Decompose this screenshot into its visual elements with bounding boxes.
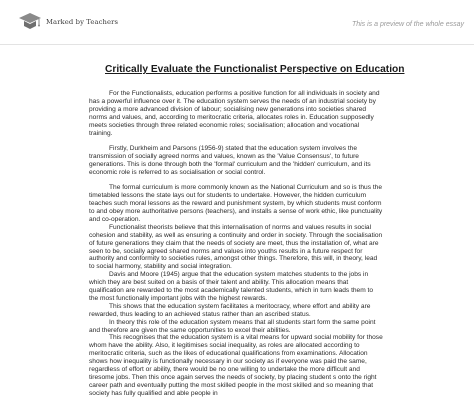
essay-paragraph: For the Functionalists, education performs a positive function for all individuals in society and has a powerful influence over it. The education system serves the needs of an industrial society by providing a more advanced division of labour; socialising new generations into societies shared norms and values, and, according to meritocratic criteria, allocates roles in. Education supposedly meets societies through three related economic roles; socialisation; allocation and vocational training. xyxy=(89,90,380,137)
brand-logo[interactable] xyxy=(18,10,118,32)
essay-body xyxy=(89,90,383,398)
essay-paragraph: Firstly, Durkheim and Parsons (1956-9) stated that the education system involves the transmission of socially agreed norms and values, known as the 'Value Consensus', to future generations. This is done through both the 'formal' curriculum and the 'hidden' curriculum, and its economic role is referred to as socialisation or social control. xyxy=(89,145,371,176)
essay-title: Critically Evaluate the Functionalist Perspective on Education xyxy=(105,64,405,75)
essay-paragraph: This recognises that the education system is a vital means for upward social mobility for those whom have the ability. Also, it legitimises social inequality, as roles are allocated according to meritocratic criteria, such as the likes of educational qualifications from examinations. Allocation shows how inequality is functionally necessary in our society as if everyone was paid the same, regardless of effort or ability, there would be no one willing to undertake the more difficult and tiresome jobs. Then this once again serves the needs of society, by placing student s onto the right career path and eventually putting the most skilled people in the most skilled and so meaning that society has fully qualified and able people in xyxy=(89,334,383,397)
download-note: This is a preview of the whole essay xyxy=(351,21,464,28)
essay-paragraph: Functionalist theorists believe that this internalisation of norms and values results in social cohesion and stability, as well as ensuring a continuity and order in society. Through the socialisation of future generations they claim that the needs of society are meet, thus the installation of, what are seen to be, socially agreed shared norms and values into youths results in a future respect for authority and conformity to societies rules, amongst other things. Therefore, this will, in theory, lead to social harmony, stability and social integration. xyxy=(89,223,383,271)
essay-paragraph: Davis and Moore (1945) argue that the education system matches students to the jobs in which they are best suited on a basis of their talent and ability. This allocation means that qualification are rewarded to the most academically talented students, which in turn leads them to the most functionally important jobs with the highest rewards. xyxy=(89,271,374,302)
brand-name: Marked by Teachers xyxy=(46,18,119,26)
essay-paragraph: The formal curriculum is more commonly known as the National Curriculum and so is thus the timetabled lessons the state lays out for students to undertake. However, the hidden curriculum teaches such moral lessons as the reward and punishment system, by which students must conform to and obey more authoritative persons (teachers), and installs a sense of work ethic, like punctuality and co-operation. xyxy=(89,184,383,223)
essay-paragraph: In theory this role of the education system means that all students start form the same point and therefore are given the same opportunities to excel their abilities. xyxy=(89,318,376,334)
mortarboard-logo-icon xyxy=(18,10,42,32)
essay-paragraph: This shows that the education system facilitates a meritocracy, where effort and ability are rewarded, thus leading to an achieved status rather than an ascribed status. xyxy=(89,302,371,318)
site-header xyxy=(0,0,474,45)
